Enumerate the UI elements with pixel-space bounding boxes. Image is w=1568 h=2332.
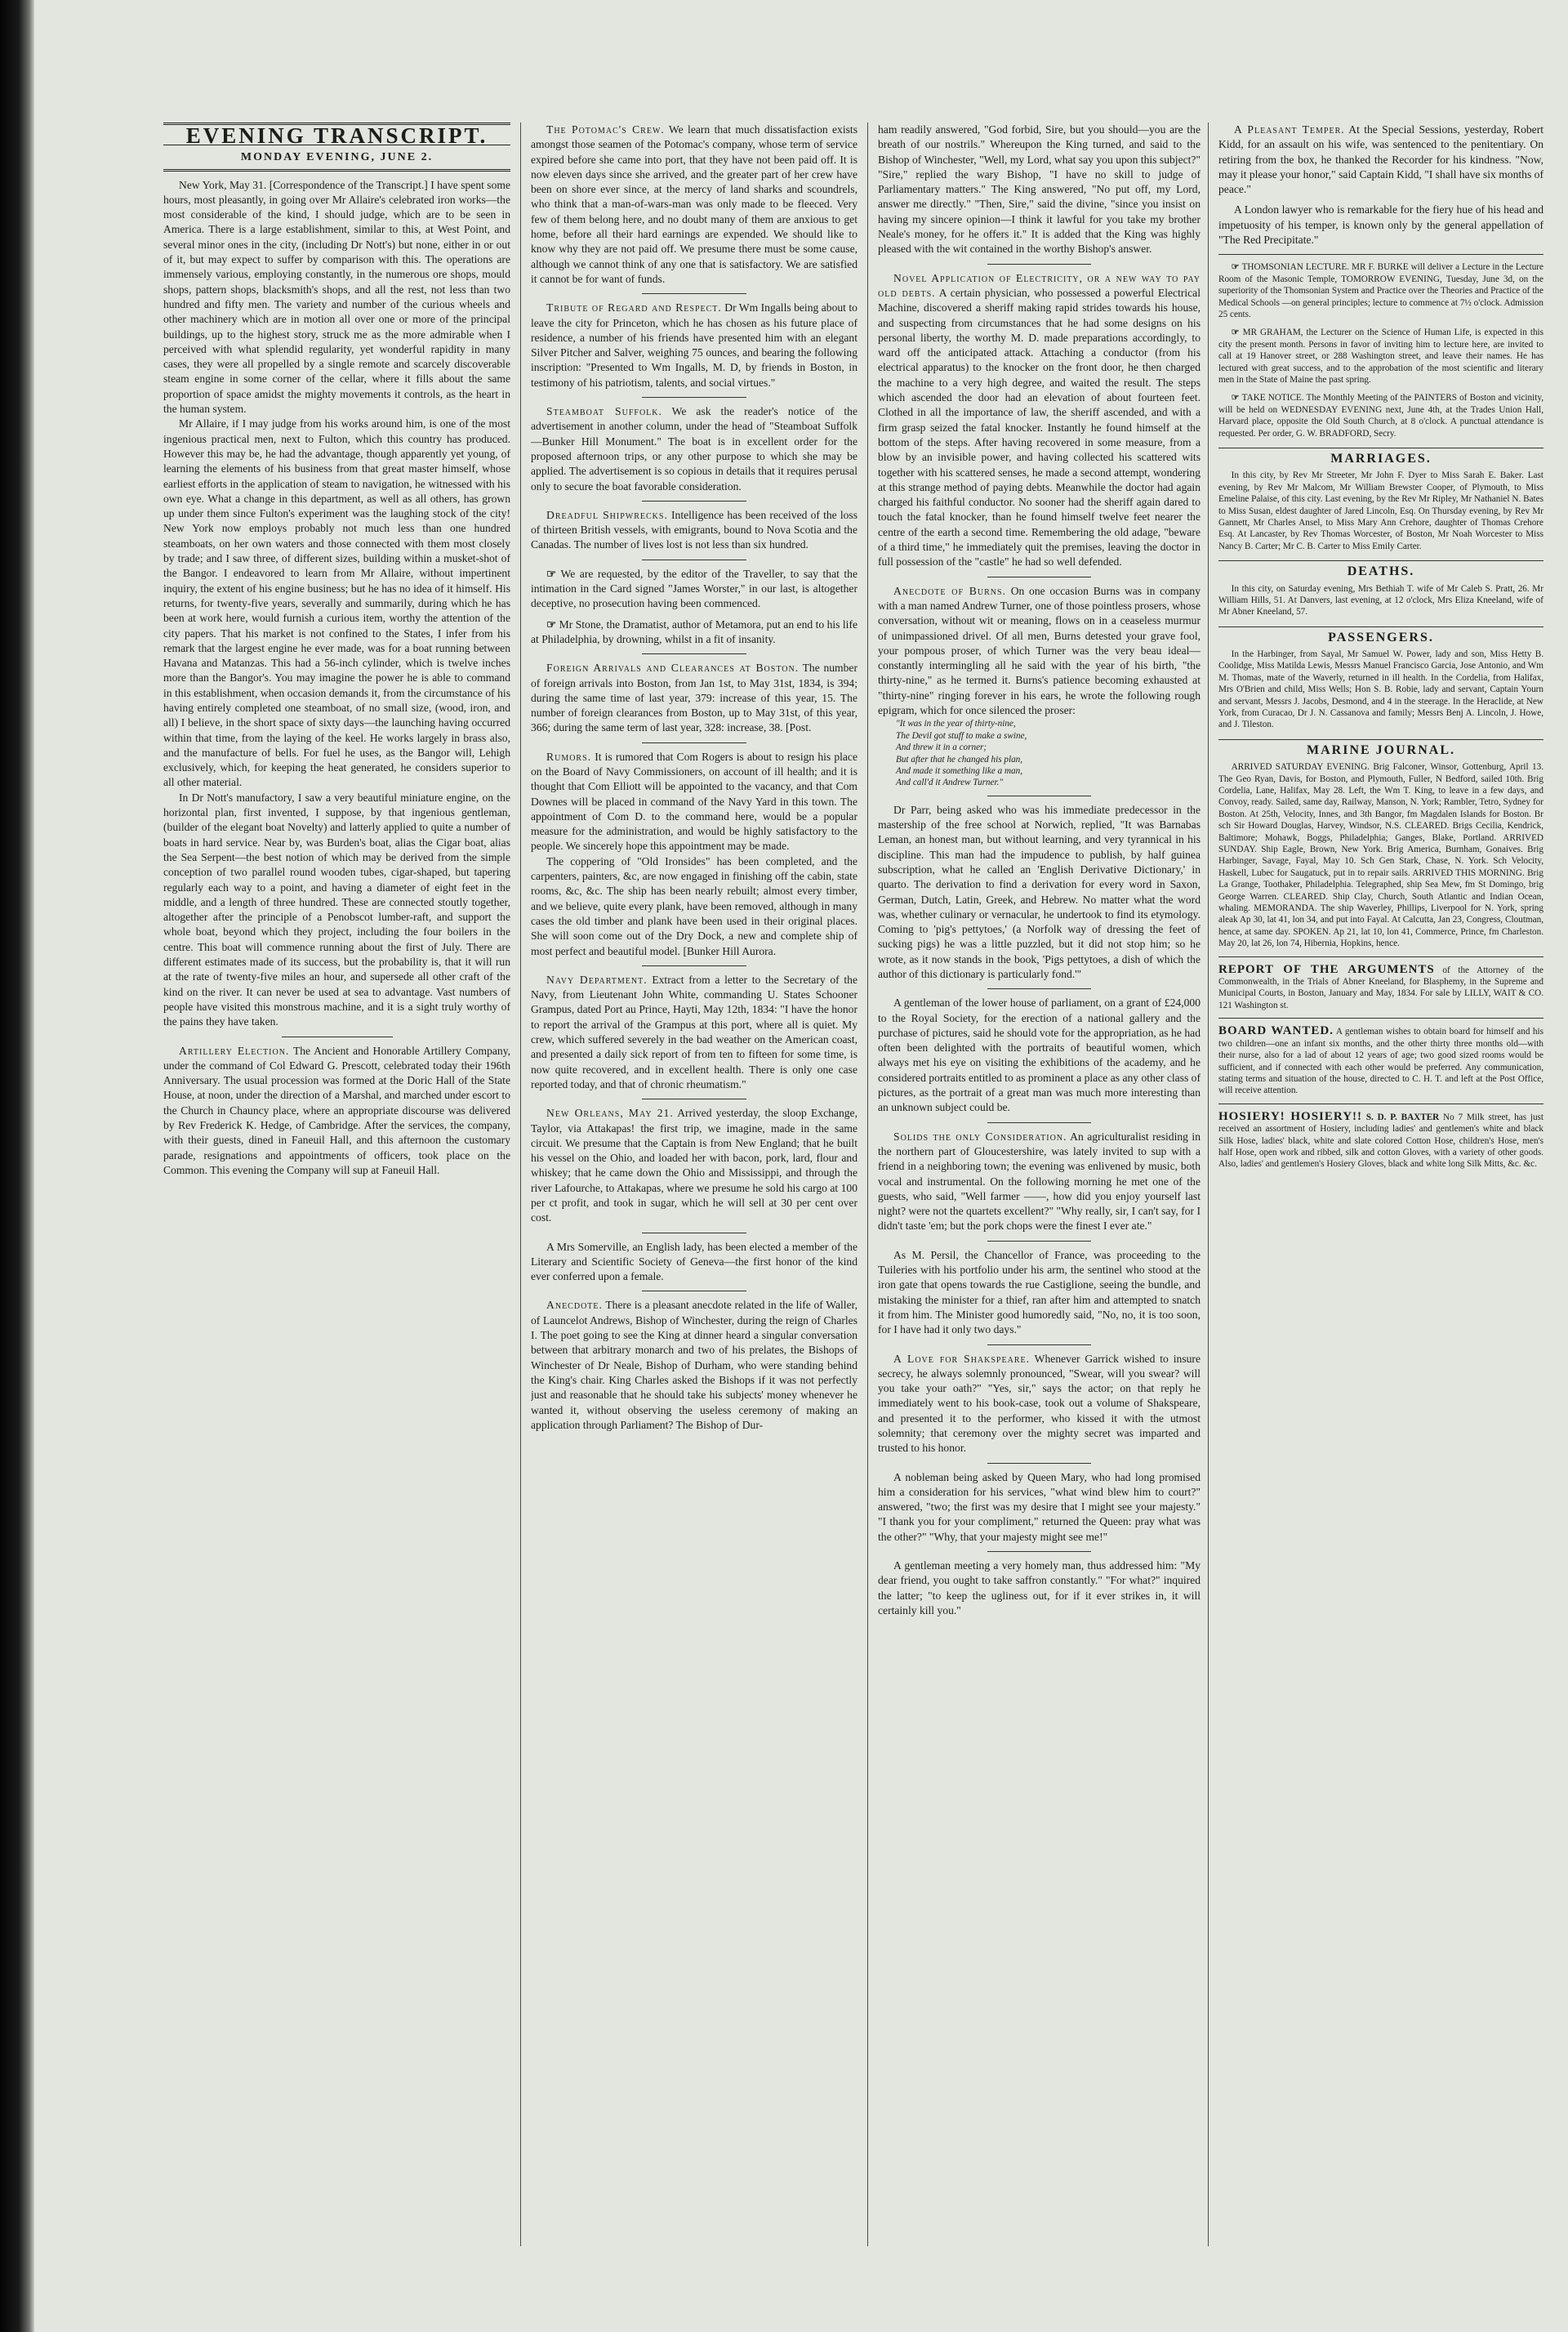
- ad-heading: REPORT OF THE ARGUMENTS: [1218, 962, 1435, 976]
- ad-board-wanted: [1218, 1025, 1544, 1096]
- paragraph: New York, May 31. [Correspondence of the Transcript.] I have spent some hours, most pleasantly, in going over Mr Allaire's celebrated iron works—the most considerable of the kind, I should judge, which are to be seen in America. There is a large establishment, similar to this, at West Point, and several minor ones in the city, (including Dr Nott's) but none, either in or out of it, but may expect to suffer by comparison with this. The operations are immensely various, employing constantly, in the numerous ore shops, mould shops, pattern shops, blacksmith's shops, and all the rest, not less than two hundred and fifty men. The variety and number of the curious wheels and other machinery which are in motion all over one or more of the principal buildings, up to the highest story, struck me as the more admirable when I perceived with what splendid regularity, yet wonderful rapidity in many cases, they were all propelled by a single remote and scarcely discoverable steam engine in some corner of the cellar, where it fills about the same proportion of space amidst the mighty movements it controls, as the heart in the human system.: [163, 178, 510, 416]
- article-body: A certain physician, who possessed a powerful Electrical Machine, discovered a sheriff making rapid strides towards his house, and suspecting from circumstances that he had some designs on his personal liberty, the worthy M. D. made preparations accordingly, to ward off the anticipated attack. Attaching a conductor (from his electrical apparatus) to the knocker on the front door, he then charged the machine to a very high degree, and waited the result. The steps which ascended the door had an elevation of about fourteen feet. Clothed in all the importance of law, the sheriff ascended, and with a firm grasp seized the fatal knocker. Instantly he found himself at the bottom of the steps. After having recovered in some measure, from a blow by an invisible power, and having collected his scattered wits together with his scattered senses, he made a second attempt, wondering at this strange method of paying debts. Meanwhile the doctor had again charged his faithful conductor. No sooner had the sheriff again dared to touch the fatal knocker, than he found himself twelve feet nearer the centre of the earth a second time. Remembering the old adage, "beware of a third time," he immediately quit the premises, leaving the doctor in full possession of the "castle" he had so well defended.: [878, 286, 1200, 569]
- article-body: Whenever Garrick wished to insure secrecy, he always solemnly pronounced, "Swear, will you swear? will you take your oath?" "Yes, sir," says the actor; on that reply he immediately went to his book-case, took out a volume of Shakspeare, and presented it to the performer, who kissed it with the utmost solemnity; that ceremony over the mighty secret was imparted and trusted to his honor.: [878, 1352, 1200, 1455]
- article-anecdote: [531, 1298, 858, 1433]
- article-body: We are requested, by the editor of the Traveller, to say that the intimation in the Card signed "James Worster," in our last, is altogether deceptive, no prosecution having been commenced.: [531, 567, 858, 610]
- ad-merchant: S. D. P. BAXTER: [1365, 1112, 1440, 1122]
- article-foreign-arrivals: [531, 661, 858, 735]
- marriages-heading: MARRIAGES.: [1218, 448, 1544, 466]
- poem-line: "It was in the year of thirty-nine,: [896, 719, 1016, 729]
- article-heading: Steamboat Suffolk.: [546, 405, 662, 418]
- pointing-hand-icon: ☞: [1231, 262, 1240, 273]
- paragraph: A gentleman of the lower house of parliament, on a grant of £24,000 to the Royal Society, for the erection of a national gallery and the purchase of pictures, said he should vote for the appropriation, as he had often been delighted with the portraits of beautiful women, which always met his eye on visiting the exhibitions of the academy, and he considered portraits entitled to as prominent a place as any other class of pictures, as the portrait of a great man was much more interesting than an unknown subject could be.: [878, 997, 1200, 1114]
- article-anecdote-continued: [878, 123, 1200, 257]
- marine-journal: [1218, 761, 1544, 950]
- passengers-heading: PASSENGERS.: [1218, 626, 1544, 645]
- notice-text: MR GRAHAM, the Lecturer on the Science of Human Life, is expected in this city the present month. Persons in favor of inviting him to lecture here, are invited to call at 19 Hanover street, or 288 Washington street, and leave their names. He has lectured with great success, and to the approbation of the most scientific and literary men in the State of Maine the past spring.: [1218, 328, 1544, 386]
- ad-text: No 7 Milk street, has just received an assortment of Hosiery, including ladies' and gentlemen's white and black Silk Hose, ladies' black, white and slate colored Cotton Hose, children's Hose, men's half Hose, open work and ribbed, silk and cotton Gloves, with a variety of other goods. Also, ladies' and gentlemen's Hosiery Gloves, black and white long Silk Mitts, &c. &c.: [1218, 1112, 1544, 1170]
- paragraph: A nobleman being asked by Queen Mary, who had long promised him a consideration for his services, "what wind blew him to court?" answered, "two; the first was my desire that I might see your majesty." "I thank you for your compliment," returned the Queen: pray what was the other?" "Why, that your majesty might see me!": [878, 1470, 1200, 1543]
- article-heading: Navy Department.: [546, 973, 648, 986]
- article-body: On one occasion Burns was in company with a man named Andrew Turner, one of those pointless prosers, whose conversation, without wit or meaning, flows on in a ceaseless murmur of unimpassioned drivel. Of all men, Burns detested your grave fool, your pompous proser, of which Turner was the very beau ideal—constantly intermingling all he said with the year of his birth, "the thirty-nine," as he termed it. Burns's patience becoming exhausted at "thirty-nine" ringing forever in his ears, he wrote the following rough epigram, which for once silenced the proser:: [878, 584, 1200, 716]
- poem: [878, 718, 1200, 788]
- poem-line: And threw it in a corner;: [896, 742, 987, 753]
- column-4: [1218, 123, 1544, 2279]
- page-binding-edge: [0, 0, 34, 2332]
- article-tribute: [531, 301, 858, 390]
- divider: [987, 1463, 1090, 1464]
- article-body: It is rumored that Com Rogers is about to resign his place on the Board of Navy Commissioners, on account of ill health; and it is thought that Com Elliott will be appointed to the vacancy, and that Com Downes will be placed in command of the Navy Yard in this town. The appointment of Com D. to the command here, would be a popular measure for the administration, and would be highly satisfactory to the people. We sincerely hope this appointment may be made.: [531, 750, 858, 853]
- deaths-list: [1218, 583, 1544, 618]
- notice-thomsonian-lecture: [1218, 261, 1544, 320]
- poem-line: And made it something like a man,: [896, 765, 1023, 776]
- divider: [987, 988, 1090, 989]
- column-3: [878, 123, 1200, 2279]
- article-navy-department: [531, 973, 858, 1092]
- pointing-hand-icon: ☞: [546, 618, 557, 631]
- article-body: There is a pleasant anecdote related in the life of Waller, of Launcelot Andrews, Bishop of Winchester, during the reign of Charles I. The poet going to see the King at dinner heard a singular conversation between that arbitrary monarch and two of his prelates, the Bishops of Winchester of Dr Neale, Bishop of Durham, who were standing behind the King's chair. King Charles asked the Bishops if it was not perfectly just and reasonable that he should take his subjects' money whenever he wanted it, without observing the useless ceremony of making an application through Parliament? The Bishop of Dur-: [531, 1299, 858, 1431]
- article-homely-man: [878, 1558, 1200, 1618]
- newspaper-page: [163, 123, 1544, 2279]
- article-queen-mary: [878, 1470, 1200, 1545]
- article-body: The number of foreign arrivals into Boston, from Jan 1st, to May 31st, 1834, is 394; during the same time of last year, 379: increase of this year, 15. The number of foreign clearances from Boston, up to May 31st, of this year, 366; during the same term of last year, 328: increase, 38. [Post.: [531, 662, 858, 734]
- marine-journal-text: ARRIVED SATURDAY EVENING. Brig Falconer, Winsor, Gottenburg, April 13. The Geo Ryan, Davis, for Boston, and Plymouth, Fuller, N Bedford, sailed 10th. Brig Cordelia, Lane, Halifax, May 28. Left, the Wm T. King, to leave in a few days, and Convoy, ready. Sailed, same day, Railway, Manson, N. York; Rambler, Tetro, Sydney for Boston. At 25th, Velocity, Innes, and 3th Bangor, fm Magdalen Islands for Boston. Br sch Sir Howard Douglas, Harvey, Windsor, N.S. CLEARED. Brigs Cecilia, Kendrick, Baltimore; Mohawk, Boggs, Philadelphia; Ganges, Blake, Portland. ARRIVED SUNDAY. Ship Eagle, Brown, New York. Brig America, Burnham, Gonaives. Brig Harbinger, Savage, Fayal, May 10. Sch Gen Stark, Chase, N. York. Sch Velocity, Haskell, Lubec for Saugatuck, put in to repair sails. ARRIVED THIS MORNING. Brig La Grange, Toothaker, Philadelphia. Telegraphed, ship Sea Mew, fm St Domingo, brig George Warren. CLEARED. Ship Clay, Church, South Atlantic and Indian Ocean, whaling. MEMORANDA. The ship Waverley, Phillips, Liverpool for N. York, spring aleak Ap 30, lat 41, lon 34, and put into Fayal. At Calcutta, Jan 23, Congress, Cloutman, hence, at same day. SPOKEN. Ap 21, lat 10, lon 41, Commerce, Prince, fm Charleston. May 20, lat 26, lon 74, Hibernia, Hopkins, hence.: [1218, 762, 1544, 949]
- divider: [642, 397, 746, 398]
- ad-text: of the Attorney of the Commonwealth, in the Trials of Abner Kneeland, for Blasphemy, in the Supreme and Municipal Courts, in Boston, January and May, 1834. For sale by LILLY, WAIT & CO. 121 Washington st.: [1218, 965, 1544, 1010]
- article-body: The Ancient and Honorable Artillery Company, under the command of Col Edward G. Prescott, celebrated today their 196th Anniversary. The usual procession was formed at the Doric Hall of the State House, at noon, under the direction of a Marshal, and marched under escort to the Church in Chauncy place, where an appropriate discourse was delivered by Rev Frederick K. Hedge, of Cambridge. After the services, the company, with their guests, dined in Faneuil Hall, and this afternoon the customary parade, resignations and appointments of officers, took place on the Common. This evening the Company will sup at Faneuil Hall.: [163, 1044, 510, 1176]
- article-electricity: [878, 271, 1200, 570]
- article-mrs-somerville: [531, 1240, 858, 1285]
- pointing-hand-icon: ☞: [546, 567, 557, 580]
- column-rule: [867, 123, 868, 2246]
- notice-mr-graham: [1218, 327, 1544, 386]
- article-shakspeare: [878, 1352, 1200, 1456]
- article-shipwrecks: [531, 508, 858, 553]
- passengers-list: [1218, 649, 1544, 731]
- passengers-text: In the Harbinger, from Sayal, Mr Samuel W. Power, lady and son, Miss Hetty B. Coolidge, Miss Matilda Lewis, Messrs Manuel Francisco Garcia, Jose Antonio, and Wm M. Thomas, mate of the Waverly, returned in ill health. In the Cordelia, from Halifax, Mrs O'Brien and child, Miss Wells; Hon S. B. Robie, lady and servant, Captain Yourn and servant, Messrs J. Jacobs, Desmond, and 4 in the steerage. In the Heraclide, at New York, from Curacao, Dr J. N. Cassanova and family; Messrs Benj A. Lincoln, J. Howe, and J. Tileston.: [1218, 649, 1544, 730]
- divider: [642, 742, 746, 743]
- article-heading: Artillery Election.: [179, 1044, 290, 1057]
- divider: [642, 965, 746, 966]
- divider: [987, 1122, 1090, 1123]
- ad-heading: HOSIERY! HOSIERY!!: [1218, 1109, 1363, 1123]
- article-body: Intelligence has been received of the loss of thirteen British vessels, with emigrants, bound to Nova Scotia and the Canadas. The number of lives lost is not less than six hundred.: [531, 508, 858, 551]
- pointing-hand-icon: ☞: [1231, 328, 1240, 338]
- paragraph: A London lawyer who is remarkable for the fiery hue of his head and impetuosity of his temper, is known only by the general appellation of "The Red Precipitate.": [1218, 203, 1544, 247]
- article-heading: A Love for Shakspeare.: [893, 1352, 1030, 1365]
- article-heading: Anecdote of Burns.: [893, 584, 1006, 597]
- article-pleasant-temper: [1218, 123, 1544, 197]
- divider: [642, 501, 746, 502]
- article-body: We learn that much dissatisfaction exists amongst those seamen of the Potomac's company, whose term of service expired before she came into port, that they have not been paid off. It is now eleven days since she arrived, and the greater part of her crew have been on shore ever since, at the mercy of land sharks and scoundrels, who think that a man-of-wars-man was only made to be fleeced. Very few of them belong here, and no doubt many of them are anxious to get home, before all their hard earnings are expended. We should like to know why they are not paid off. We presume there must be some cause, although we cannot think of any one that is satisfactory. We are satisfied it cannot be for want of funds.: [531, 123, 858, 285]
- column-rule: [1208, 123, 1209, 2246]
- article-dr-parr: [878, 803, 1200, 983]
- paragraph: Mr Allaire, if I may judge from his works around him, is one of the most ingenious practical men, next to Fulton, which this country has produced. However this may be, he had the advantage, though apparently yet young, of learning the elements of his business from that great master himself, whose earliest efforts in the application of steam to navigation, he witnessed with his own eye. What a change in this department, as well as all others, has grown up under them since Fulton's experiment was the laughing stock of the city! New York now employs probably not much less than one hundred steamboats, on her own waters and those connected with them most closely by trade; and I saw three, of different sizes, building within a musket-shot of the Bangor. I endeavored to learn from Mr Allaire, without impertinent inquiry, the extent of his engine business; but he has no idea of it himself. His returns, for twenty-five years, severally and summarily, during which he has been at work here, would furnish a curious item, worthy the attention of the city papers. That his market is not confined to the States, I infer from his remark that the largest engine he ever made, was for a boat running between Havana and Matanzas. This had a 56-inch cylinder, which is twelve inches more than the Bangor's. You may imagine the power he is able to command in this establishment, when occasion demands it, from the circumstance of his having entirely completed one steamboat, of no small size, (wood, iron, and all) I believe, in the short space of sixty days—the launching having occurred within that time, from the laying of the keel. He works largely in brass also, and the manufacture of bells. For fuel he uses, as the Bangor will, Lehigh exclusively, which, for keeping the heat generated, he considers superior to all other material.: [163, 417, 510, 789]
- article-heading: Rumors.: [546, 750, 592, 763]
- paragraph: The coppering of "Old Ironsides" has been completed, and the carpenters, painters, &c, are now engaged in finishing off the cabin, state rooms, &c, &c. The ship has been nearly rebuilt; almost every timber, and we believe, quite every plank, have been removed, although in many cases the old timber and plank have been used in their original places. She will soon come out of the Dry Dock, a new and complete ship of most perfect and beautiful model. [Bunker Hill Aurora.: [531, 854, 858, 957]
- divider: [642, 293, 746, 294]
- article-heading: Foreign Arrivals and Clearances at Boston.: [546, 662, 800, 675]
- article-heading: Novel Application of Electricity, or a new way to pay old debts.: [878, 271, 1200, 299]
- article-body: Dr Wm Ingalls being about to leave the city for Princeton, which he has chosen as his future place of residence, a number of his friends have presented him with an elegant Silver Pitcher and Salver, weighing 75 ounces, and bearing the following inscription: "Presented to Wm Ingalls, M. D, by friends in Boston, in testimony of his patriotism, talents, and social virtues.": [531, 301, 858, 389]
- paragraph: Dr Parr, being asked who was his immediate predecessor in the mastership of the free school at Norwich, replied, "It was Barnabas Leman, an honest man, but without learning, and very tyrannical in his discipline. This man had the impudence to publish, by half guinea subscription, what he called an 'English Derivative Dictionary,' in quarto. The derivation to find a derivation for every word in Saxon, German, Dutch, Latin, Greek, and Hebrew. No matter what the word was, whether culinary or vernacular, he undertook to find its etymology. Coming to 'pig's pettytoes,' (a Norfolk way of dressing the feet of sucking pigs) he was a little puzzled, but it did not stop him; so he wrote, as it now stands in the book, 'Pigs pettytoes, a dish of which the author of this dictionary is particularly fond.'": [878, 803, 1200, 980]
- deaths-heading: DEATHS.: [1218, 560, 1544, 579]
- article-heading: Dreadful Shipwrecks.: [546, 508, 668, 521]
- pointing-hand-icon: ☞: [1231, 393, 1240, 404]
- ad-hosiery: [1218, 1111, 1544, 1170]
- article-new-orleans: [531, 1106, 858, 1225]
- masthead-title: EVENING TRANSCRIPT.: [163, 123, 510, 145]
- ad-heading: BOARD WANTED.: [1218, 1024, 1334, 1038]
- article-body: At the Special Sessions, yesterday, Robert Kidd, for an assault on his wife, was sentenced to the penitentiary. On retiring from the box, he thanked the Recorder for his kindness. "Now, may it please your honor," said Captain Kidd, "I shall have six months of peace.": [1218, 123, 1544, 196]
- notice-text: THOMSONIAN LECTURE. MR F. BURKE will deliver a Lecture in the Lecture Room of the Masonic Temple, TOMORROW EVENING, Tuesday, June 3d, on the superiority of the Thomsonian System and Practice over the Theories and Practice of the Medical Schools —on general principles; lecture to commence at 7½ o'clock. Admission 25 cents.: [1218, 262, 1544, 319]
- deaths-text: In this city, on Saturday evening, Mrs Bethiah T. wife of Mr Caleb S. Pratt, 26. Mr William Hills, 51. At Danvers, last evening, at 12 o'clock, Mrs Eliza Kneeland, wife of Mr Abner Kneeland, 57.: [1218, 583, 1544, 618]
- article-body: Arrived yesterday, the sloop Exchange, Taylor, via Attakapas! the first trip, we imagine, made in the same circuit. We presume that the Captain is from New England; that he built his vessel on the Ohio, and loaded her with bacon, pork, lard, flour and whiskey; that he came down the Ohio and Mississippi, and through the river Lafourche, to Attakapas, where we presume he sold his cargo at 100 per ct profit, and took in sugar, which he will sell at 30 per cent over cost.: [531, 1107, 858, 1224]
- divider: [987, 1551, 1090, 1552]
- article-potomac-crew: [531, 123, 858, 287]
- article-new-york-correspondence: [163, 178, 510, 1030]
- marine-journal-heading: MARINE JOURNAL.: [1218, 739, 1544, 758]
- paragraph: A Mrs Somerville, an English lady, has been elected a member of the Literary and Scientific Society of Geneva—the first honor of the kind ever conferred upon a female.: [531, 1240, 858, 1283]
- divider: [987, 1241, 1090, 1242]
- article-persil: [878, 1248, 1200, 1338]
- article-body: Extract from a letter to the Secretary of the Navy, from Lieutenant John White, commanding U. States Schooner Grampus, dated Port au Prince, Hayti, May 12th, 1834: "I have the honor to report the arrival of the Grampus at this port, where all is quiet. My crew, which suffered severely in the bad weather on the American coast, and presented a daily sick report of from ten to fifteen for some time, is now quite recovered, and in excellent health. There is only one case reported today, and that of chronic rheumatism.": [531, 973, 858, 1090]
- divider: [987, 1344, 1090, 1345]
- marriages-text: In this city, by Rev Mr Streeter, Mr John F. Dyer to Miss Sarah E. Baker. Last evening, by Rev Mr Malcom, Mr William Brewster Cooper, of Plymouth, to Miss Emeline Palaise, of this city. Last evening, by the Rev Mr Ripley, Mr Nathaniel N. Bates to Miss Susan, eldest daughter of Jared Lincoln, Esq. On Thursday evening, by Rev Mr Gannett, Mr Charles Ansel, to Miss Mary Ann Crehore, daughter of Thomas Crehore Esq. At Lancaster, by Rev Thomas Worcester, of Boston, Mr Noah Worcester to Miss Nancy B. Carter; Mr C. B. Carter to Miss Emily Carter.: [1218, 470, 1544, 551]
- article-steamboat-suffolk: [531, 404, 858, 494]
- column-2: [531, 123, 858, 2279]
- column-1: [163, 123, 510, 2279]
- article-burns: [878, 584, 1200, 789]
- masthead-date: MONDAY EVENING, JUNE 2.: [163, 149, 510, 171]
- article-body: An agriculturalist residing in the northern part of Gloucestershire, was lately invited to sup with a friend in a neighboring town; the evening was enlivened by music, both vocal and instrumental. On the following morning he met one of the guests, who said, "Well farmer ——, how did you enjoy yourself last night? were not the quartets excellent?" "Why really, sir, I can't say, for I didn't taste 'em; but the pork chops were the finest I ever ate.": [878, 1130, 1200, 1233]
- divider: [1218, 956, 1544, 957]
- divider: [642, 653, 746, 654]
- divider: [1218, 254, 1544, 255]
- article-london-lawyer: [1218, 203, 1544, 247]
- paragraph: A gentleman meeting a very homely man, thus addressed him: "My dear friend, you ought to take saffron constantly." "For what?" inquired the latter; "to keep the ugliness out, for if it ever strikes in, it will certainly kill you.": [878, 1559, 1200, 1616]
- article-body: We ask the reader's notice of the advertisement in another column, under the head of "Steamboat Suffolk—Bunker Hill Monument." The boat is in excellent order for the proposed afternoon trips, or any other purpose to which she may be applied. The advertisement is so copious in details that it requires perusal only to secure the boat favorable consideration.: [531, 405, 858, 493]
- divider: [987, 264, 1090, 265]
- paragraph: ham readily answered, "God forbid, Sire, but you should—you are the breath of our nostrils." Whereupon the King turned, and said to the Bishop of Winchester, "Well, my Lord, what say you upon this subject?" "Sire," replied the wary Bishop, "I have no skill to judge of Parliamentary matters." The King answered, "No put off, my Lord, answer me directly." "Then, Sire," said the divine, "since you insist on having my sincere opinion—I think it lawful for you take my brother Neale's money, for he offers it." It is added that the King was highly pleased with the wit contained in the worthy Bishop's answer.: [878, 123, 1200, 256]
- article-parliament: [878, 996, 1200, 1115]
- divider: [1218, 1018, 1544, 1019]
- poem-line: But after that he changed his plan,: [896, 754, 1023, 765]
- marriages-list: [1218, 470, 1544, 552]
- article-solids: [878, 1130, 1200, 1234]
- article-body: Mr Stone, the Dramatist, author of Metamora, put an end to his life at Philadelphia, by drowning, whilst in a fit of insanity.: [531, 618, 858, 645]
- article-heading: The Potomac's Crew.: [546, 123, 665, 136]
- article-rumors: [531, 750, 858, 959]
- article-mr-stone: [531, 618, 858, 648]
- article-traveller-notice: [531, 567, 858, 612]
- article-heading: Anecdote.: [546, 1299, 603, 1312]
- notice-text: TAKE NOTICE. The Monthly Meeting of the PAINTERS of Boston and vicinity, will be held on WEDNESDAY EVENING next, June 4th, at the Trades Union Hall, Harvard place, opposite the Old South Church, at 8 o'clock. A punctual attendance is requested. Per order, G. W. BRADFORD, Secry.: [1218, 393, 1544, 439]
- poem-line: And call'd it Andrew Turner.": [896, 778, 1004, 788]
- article-heading: New Orleans, May 21.: [546, 1107, 674, 1120]
- article-heading: A Pleasant Temper.: [1234, 123, 1345, 136]
- notice-painters-meeting: [1218, 392, 1544, 439]
- ad-text: A gentleman wishes to obtain board for himself and his two children—one an infant six months, and the other thirty three months old—with their nurse, also for a lad of about 12 years of age; two good sized rooms would be sufficient, and if connected with each other would be preferred. Any communication, stating terms and situation of the house, directed to C. H. T. and left at the Post Office, will receive attention.: [1218, 1027, 1544, 1096]
- article-heading: Tribute of Regard and Respect.: [546, 301, 722, 314]
- column-rule: [520, 123, 521, 2246]
- ad-report-of-arguments: [1218, 964, 1544, 1012]
- article-artillery-election: [163, 1044, 510, 1179]
- poem-line: The Devil got stuff to make a swine,: [896, 730, 1027, 741]
- paragraph: In Dr Nott's manufactory, I saw a very beautiful miniature engine, on the horizontal plan, first invented, I suppose, by that ingenious gentleman, (builder of the elegant boat Novelty) and latterly applied to quite a number of boats in hard service. Near by, was Burden's boat, alias the Cigar boat, alias the Sea Serpent—the best notion of which may be derived from the simple conception of two parallel round wooden tubes, cigar-shaped, but tapering regularly each way to a point, and having a diameter of eight feet in the middle, and a length of three hundred. These are connected stoutly together, altogether after the principle of a Penobscot lumber-raft, and support the whole boat, beyond which they project, including the four boilers in the centre. This boat will commence running about the first of July. There are different estimates made of its success, but the probability is, that it will run at the rate of twenty-five miles an hour, and supersede all other craft of the kind on the river. It can never be used at sea to advantage. Vast numbers of people have visited this monstrous machine, and it is a sight truly worthy of the pains they have taken.: [163, 791, 510, 1028]
- paragraph: As M. Persil, the Chancellor of France, was proceeding to the Tuileries with his portfolio under his arm, the sentinel who stood at the iron gate that opens towards the rue Castiglione, seeing the bundle, and mistaking the minister for a thief, ran after him and attempted to snatch it from him. The Minister good humoredly said, "No, no, it is too soon, for I have had it only two days.": [878, 1248, 1200, 1336]
- article-heading: Solids the only Consideration.: [893, 1130, 1067, 1143]
